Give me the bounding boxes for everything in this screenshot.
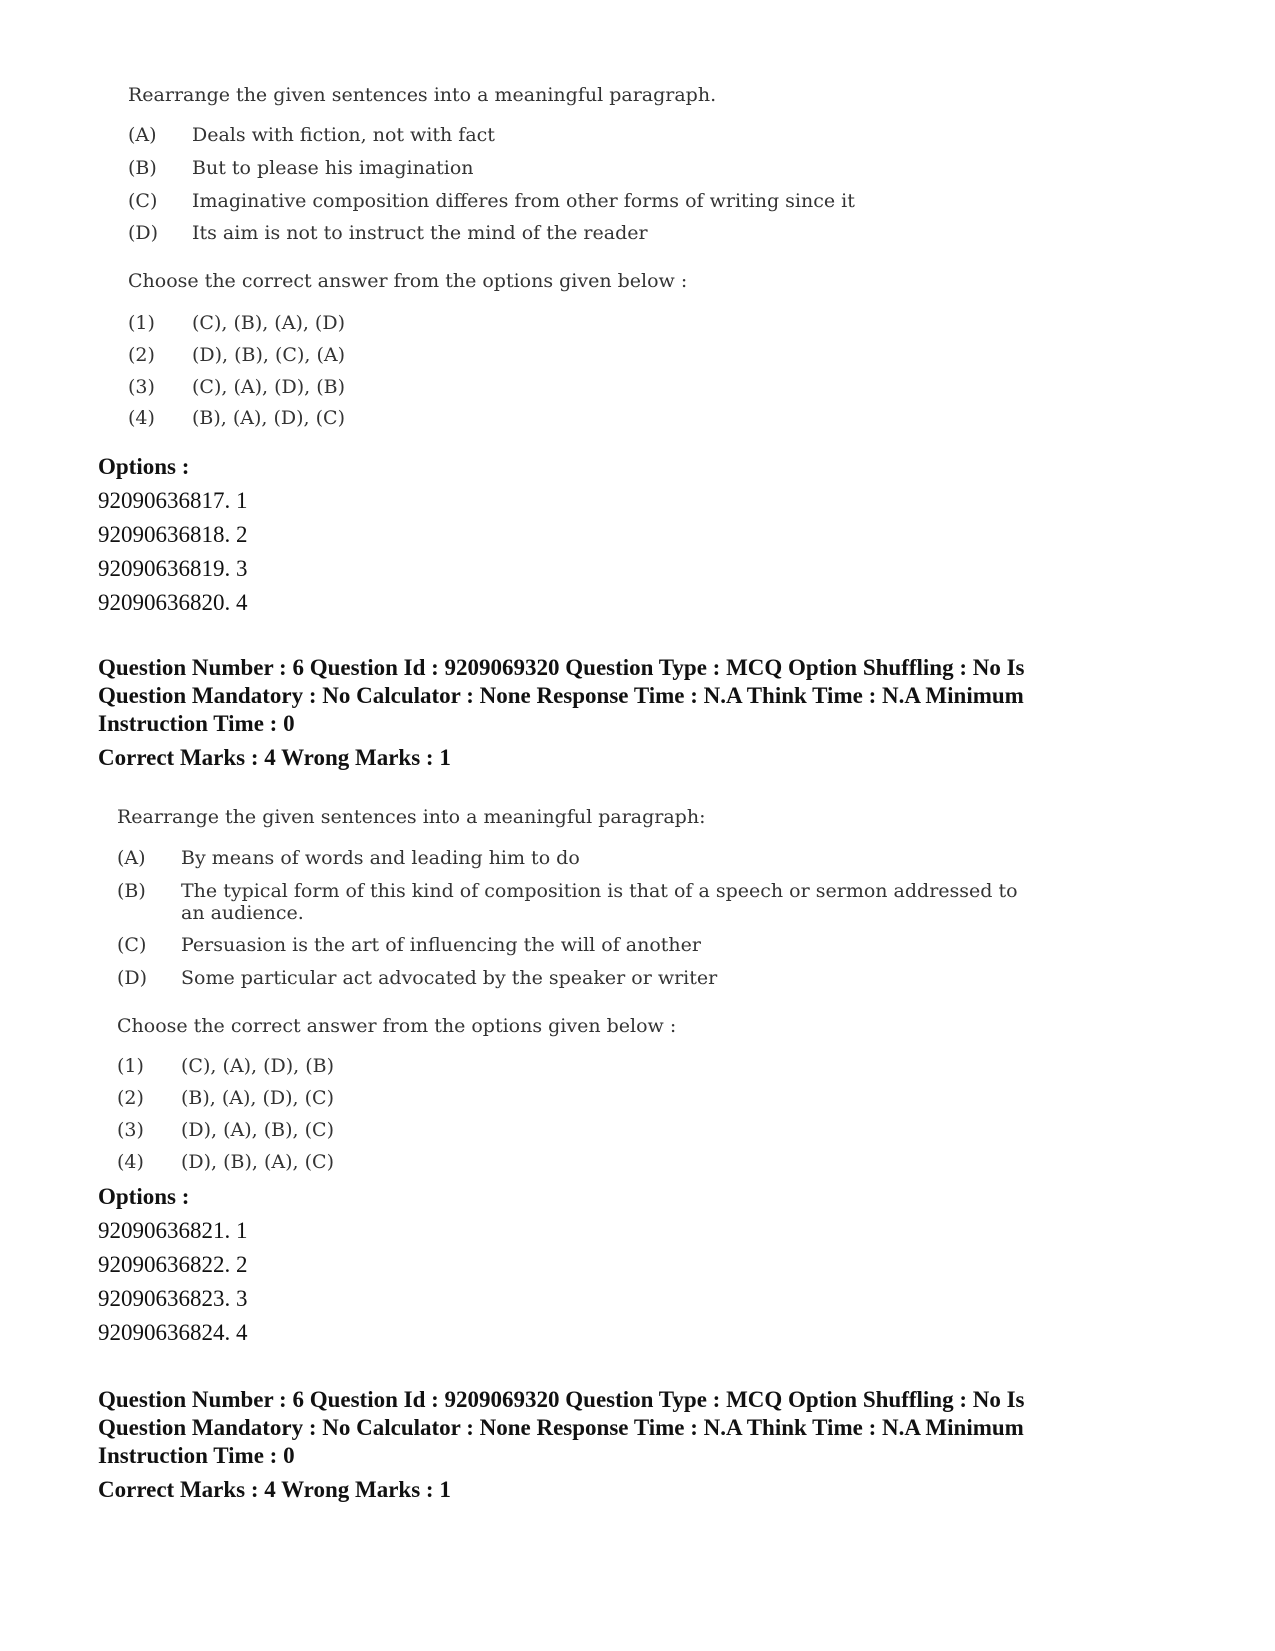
- question-metadata-2: [98, 654, 1198, 772]
- choice-label: (4): [128, 407, 155, 429]
- metadata-line: Question Mandatory : No Calculator : None Response Time : N.A Think Time : N.A Minimum: [98, 1415, 1024, 1440]
- sentence-label: (B): [117, 880, 146, 902]
- marks-line: Correct Marks : 4 Wrong Marks : 1: [98, 745, 451, 770]
- sentence-text: By means of words and leading him to do: [181, 847, 580, 869]
- choose-instruction: Choose the correct answer from the options given below :: [117, 1015, 677, 1037]
- sentence-label: (D): [128, 222, 159, 244]
- sentence-label: (C): [128, 190, 158, 212]
- choice-text: (C), (A), (D), (B): [192, 376, 345, 398]
- option-item: 92090636822. 2: [98, 1252, 248, 1277]
- choice-text: (D), (B), (C), (A): [192, 344, 345, 366]
- option-item: 92090636820. 4: [98, 590, 248, 615]
- sentence-text: Imaginative composition differes from other forms of writing since it: [192, 190, 855, 212]
- question-image-2: [117, 806, 1067, 1186]
- choice-label: (2): [117, 1087, 144, 1109]
- options-heading: Options :: [98, 1184, 190, 1209]
- option-item: 92090636819. 3: [98, 556, 248, 581]
- question-metadata-3: [98, 1386, 1198, 1504]
- sentence-label: (D): [117, 967, 148, 989]
- sentence-text: Its aim is not to instruct the mind of the reader: [192, 222, 648, 244]
- sentence-text: Some particular act advocated by the speaker or writer: [181, 967, 718, 989]
- choice-text: (B), (A), (D), (C): [181, 1087, 334, 1109]
- options-list-1: [98, 452, 248, 622]
- metadata-line: Instruction Time : 0: [98, 711, 295, 736]
- sentence-label: (A): [117, 847, 146, 869]
- choice-label: (2): [128, 344, 155, 366]
- sentence-label: (B): [128, 157, 157, 179]
- option-item: 92090636821. 1: [98, 1218, 248, 1243]
- options-heading: Options :: [98, 454, 190, 479]
- metadata-line: Question Number : 6 Question Id : 9209069320 Question Type : MCQ Option Shuffling : No Is: [98, 655, 1025, 680]
- options-list-2: [98, 1182, 248, 1352]
- sentence-text: Deals with fiction, not with fact: [192, 124, 495, 146]
- choice-label: (3): [117, 1119, 144, 1141]
- marks-line: Correct Marks : 4 Wrong Marks : 1: [98, 1477, 451, 1502]
- sentence-label: (C): [117, 934, 147, 956]
- metadata-line: Question Number : 6 Question Id : 9209069320 Question Type : MCQ Option Shuffling : No Is: [98, 1387, 1025, 1412]
- sentence-label: (A): [128, 124, 157, 146]
- metadata-line: Question Mandatory : No Calculator : None Response Time : N.A Think Time : N.A Minimum: [98, 683, 1024, 708]
- choice-label: (1): [117, 1055, 144, 1077]
- choice-text: (D), (B), (A), (C): [181, 1151, 334, 1173]
- choice-text: (C), (A), (D), (B): [181, 1055, 334, 1077]
- sentence-text: But to please his imagination: [192, 157, 474, 179]
- choose-instruction: Choose the correct answer from the options given below :: [128, 270, 688, 292]
- option-item: 92090636824. 4: [98, 1320, 248, 1345]
- choice-text: (D), (A), (B), (C): [181, 1119, 334, 1141]
- choice-label: (4): [117, 1151, 144, 1173]
- choice-text: (C), (B), (A), (D): [192, 312, 345, 334]
- choice-label: (3): [128, 376, 155, 398]
- option-item: 92090636817. 1: [98, 488, 248, 513]
- option-item: 92090636823. 3: [98, 1286, 248, 1311]
- sentence-text: The typical form of this kind of composition is that of a speech or sermon addressed to: [181, 880, 1018, 902]
- sentence-text: Persuasion is the art of influencing the will of another: [181, 934, 701, 956]
- question-stem: Rearrange the given sentences into a meaningful paragraph.: [128, 84, 717, 106]
- question-stem: Rearrange the given sentences into a meaningful paragraph:: [117, 806, 706, 828]
- question-image-1: [128, 84, 1028, 444]
- metadata-line: Instruction Time : 0: [98, 1443, 295, 1468]
- option-item: 92090636818. 2: [98, 522, 248, 547]
- sentence-text-continued: an audience.: [181, 902, 304, 924]
- choice-text: (B), (A), (D), (C): [192, 407, 345, 429]
- choice-label: (1): [128, 312, 155, 334]
